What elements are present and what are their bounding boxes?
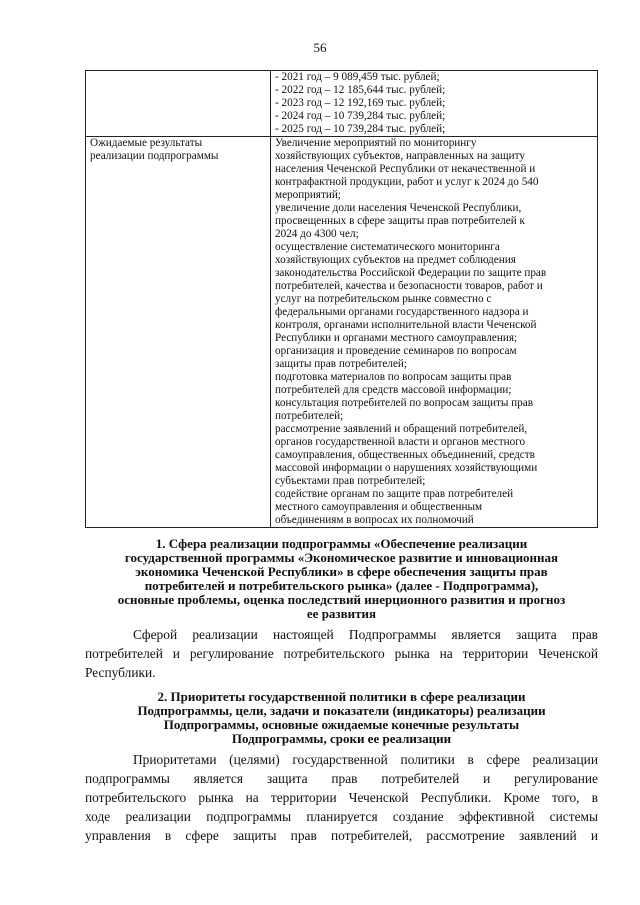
heading-line: Подпрограммы, основные ожидаемые конечные результаты bbox=[163, 717, 520, 732]
results-line: контроля, органами исполнительной власти Чеченской bbox=[275, 319, 537, 331]
table-row-funding bbox=[86, 71, 598, 137]
results-line: услуг на потребительском рынке совместно с bbox=[275, 293, 492, 305]
results-line: органов государственной власти и органов местного bbox=[275, 436, 526, 448]
funding-line: - 2023 год – 12 192,169 тыс. рублей; bbox=[275, 97, 446, 109]
heading-line: Подпрограммы, сроки ее реализации bbox=[231, 731, 452, 746]
paragraph-line: Республики. bbox=[85, 665, 156, 680]
results-line: рассмотрение заявлений и обращений потребителей, bbox=[275, 423, 528, 435]
results-line: потребителей для средств массовой информации; bbox=[275, 384, 512, 396]
passport-table bbox=[85, 70, 598, 528]
heading-line: экономика Чеченской Республики» в сфере обеспечения защиты прав bbox=[135, 564, 548, 579]
paragraph-line: управления в сфере защиты прав потребителей, рассмотрение заявлений и bbox=[85, 828, 598, 843]
heading-line: Подпрограммы, цели, задачи и показатели (индикаторы) реализации bbox=[137, 703, 546, 718]
results-line: содействие органам по защите прав потребителей bbox=[275, 488, 514, 500]
heading-line: потребителей и потребительского рынка» (далее - Подпрограмма), bbox=[144, 578, 539, 593]
results-line: потребителей, качества и безопасности товаров, работ и bbox=[275, 280, 543, 292]
results-line: консультация потребителей по вопросам защиты прав bbox=[275, 397, 534, 409]
paragraph-line: Сферой реализации настоящей Подпрограммы является защита прав bbox=[133, 627, 598, 642]
results-line: организация и проведение семинаров по вопросам bbox=[275, 345, 517, 357]
paragraph-line: потребителей и регулирование потребительского рынка на территории Чеченской bbox=[85, 646, 598, 661]
heading-line: государственной программы «Экономическое развитие и инновационная bbox=[124, 550, 559, 565]
funding-line: - 2025 год – 10 739,284 тыс. рублей; bbox=[275, 123, 446, 135]
section-2-paragraph bbox=[85, 750, 598, 845]
section-2-heading bbox=[85, 690, 598, 746]
results-line: хозяйствующих субъектов на предмет соблюдения bbox=[275, 254, 516, 266]
section-1-heading bbox=[85, 537, 598, 621]
results-line: осуществление систематического мониторинга bbox=[275, 241, 500, 253]
results-line: просвещенных в сфере защиты прав потребителей к bbox=[275, 215, 525, 227]
funding-line: - 2024 год – 10 739,284 тыс. рублей; bbox=[275, 110, 446, 122]
results-line: Республики и органами местного самоуправления; bbox=[275, 332, 518, 344]
heading-line: 1. Сфера реализации подпрограммы «Обеспечение реализации bbox=[155, 536, 528, 551]
results-line: увеличение доли населения Чеченской Республики, bbox=[275, 202, 522, 214]
results-line: потребителей; bbox=[275, 410, 344, 422]
results-line: 2024 до 4300 чел; bbox=[275, 228, 359, 240]
funding-line: - 2022 год – 12 185,644 тыс. рублей; bbox=[275, 84, 446, 96]
results-line: подготовка материалов по вопросам защиты прав bbox=[275, 371, 512, 383]
results-line: защиты прав потребителей; bbox=[275, 358, 408, 370]
page-number: 56 bbox=[313, 40, 327, 55]
results-line: Увеличение мероприятий по мониторингу bbox=[275, 137, 477, 149]
section-1-paragraph bbox=[85, 625, 598, 682]
results-line: населения Чеченской Республики от некачественной и bbox=[275, 163, 536, 175]
results-line: местного самоуправления и общественным bbox=[275, 501, 483, 513]
paragraph-line: подпрограммы является защита прав потребителей и регулирование bbox=[85, 771, 598, 786]
results-line: самоуправления, общественных объединений, средств bbox=[275, 449, 535, 461]
paragraph-line: Приоритетами (целями) государственной политики в сфере реализации bbox=[133, 752, 598, 767]
heading-line: 2. Приоритеты государственной политики в сфере реализации bbox=[157, 689, 526, 704]
heading-line: ее развития bbox=[306, 606, 377, 621]
results-label-line: Ожидаемые результаты bbox=[90, 137, 203, 149]
table-row-results bbox=[86, 137, 598, 528]
results-line: субъектами прав потребителей; bbox=[275, 475, 426, 487]
results-line: федеральными органами государственного надзора и bbox=[275, 306, 529, 318]
results-line: контрафактной продукции, работ и услуг к 2024 до 540 bbox=[275, 176, 539, 188]
results-line: хозяйствующих субъектов, направленных на защиту bbox=[275, 150, 525, 162]
funding-line: - 2021 год – 9 089,459 тыс. рублей; bbox=[275, 71, 440, 83]
paragraph-line: потребительского рынка на территории Чеченской Республики. Кроме того, в bbox=[85, 790, 598, 805]
results-line: объединениям в вопросах их полномочий bbox=[275, 514, 474, 526]
results-line: мероприятий; bbox=[275, 189, 341, 201]
heading-line: основные проблемы, оценка последствий инерционного развития и прогноз bbox=[117, 592, 566, 607]
results-line: законодательства Российской Федерации по защите прав bbox=[275, 267, 547, 279]
funding-value-cell bbox=[271, 71, 598, 137]
results-label-line: реализации подпрограммы bbox=[90, 150, 219, 162]
funding-label-cell bbox=[86, 71, 271, 137]
paragraph-line: ходе реализации подпрограммы планируется создание эффективной системы bbox=[85, 809, 598, 824]
results-label-cell bbox=[86, 137, 271, 528]
results-value-cell bbox=[271, 137, 598, 528]
results-line: массовой информации о нарушениях хозяйствующими bbox=[275, 462, 538, 474]
